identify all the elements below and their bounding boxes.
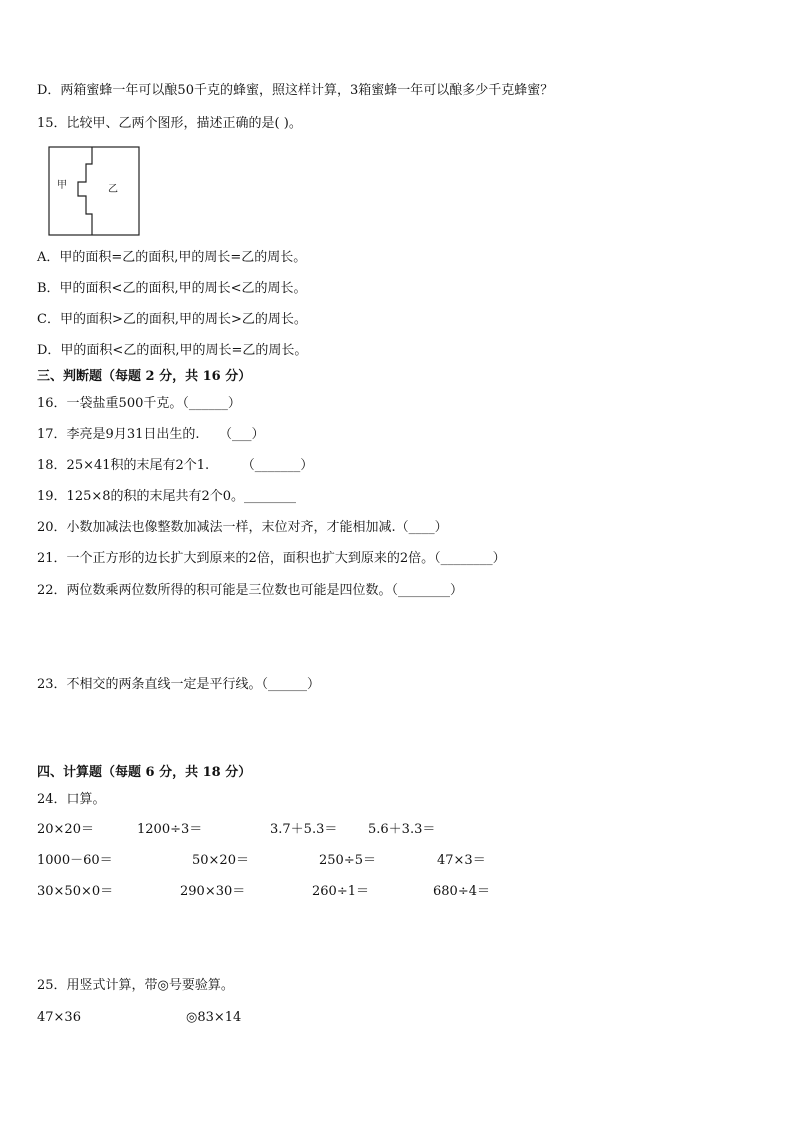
question-15-figure [48, 146, 140, 236]
question-18: 18．25×41积的末尾有2个1. （_______） [37, 458, 314, 473]
section-4-title: 四、计算题（每题 6 分，共 18 分） [37, 765, 252, 780]
question-19: 19．125×8的积的末尾共有2个0。________ [37, 489, 297, 504]
section-3-title: 三、判断题（每题 2 分，共 16 分） [37, 369, 252, 384]
question-16: 16．一袋盐重500千克。（______） [37, 396, 241, 411]
vertical-calc-item: ◎83×14 [186, 1010, 242, 1025]
question-15-option-b: B．甲的面积<乙的面积,甲的周长<乙的周长。 [37, 281, 307, 296]
oral-calc-item: 260÷1＝ [312, 884, 369, 899]
oral-calc-item: 30×50×0＝ [37, 884, 114, 899]
question-15-option-d: D．甲的面积<乙的面积,甲的周长=乙的周长。 [37, 343, 308, 358]
vertical-calc-item: 47×36 [37, 1010, 81, 1025]
question-23: 23．不相交的两条直线一定是平行线。（______） [37, 677, 321, 692]
oral-calc-item: 3.7＋5.3＝ [270, 822, 338, 837]
question-15-stem: 15．比较甲、乙两个图形，描述正确的是( )。 [37, 116, 302, 131]
question-22: 22．两位数乘两位数所得的积可能是三位数也可能是四位数。（________） [37, 583, 464, 598]
oral-calc-item: 1000－60＝ [37, 853, 113, 868]
oral-calc-item: 680÷4＝ [433, 884, 490, 899]
question-17: 17．李亮是9月31日出生的. （___） [37, 427, 265, 442]
oral-calc-item: 1200÷3＝ [137, 822, 203, 837]
figure-label-jia: 甲 [57, 180, 67, 191]
figure-label-yi: 乙 [108, 184, 118, 195]
question-14-option-d: D．两箱蜜蜂一年可以酿50千克的蜂蜜，照这样计算，3箱蜜蜂一年可以酿多少千克蜂蜜？ [37, 83, 554, 98]
figure-outer-rect [49, 147, 139, 235]
question-15-option-a: A．甲的面积=乙的面积,甲的周长=乙的周长。 [37, 250, 307, 265]
question-20: 20．小数加减法也像整数加减法一样，末位对齐，才能相加减.（____） [37, 520, 448, 535]
oral-calc-item: 250÷5＝ [319, 853, 376, 868]
oral-calc-item: 50×20＝ [192, 853, 249, 868]
oral-calc-item: 290×30＝ [180, 884, 246, 899]
oral-calc-item: 47×3＝ [437, 853, 486, 868]
oral-calc-item: 5.6＋3.3＝ [368, 822, 436, 837]
figure-divider-line [78, 147, 92, 235]
question-15-option-c: C．甲的面积>乙的面积,甲的周长>乙的周长。 [37, 312, 307, 327]
oral-calc-item: 20×20＝ [37, 822, 94, 837]
question-21: 21．一个正方形的边长扩大到原来的2倍，面积也扩大到原来的2倍。（________） [37, 551, 506, 566]
question-24: 24．口算。 [37, 792, 106, 807]
question-25: 25．用竖式计算，带◎号要验算。 [37, 978, 234, 993]
